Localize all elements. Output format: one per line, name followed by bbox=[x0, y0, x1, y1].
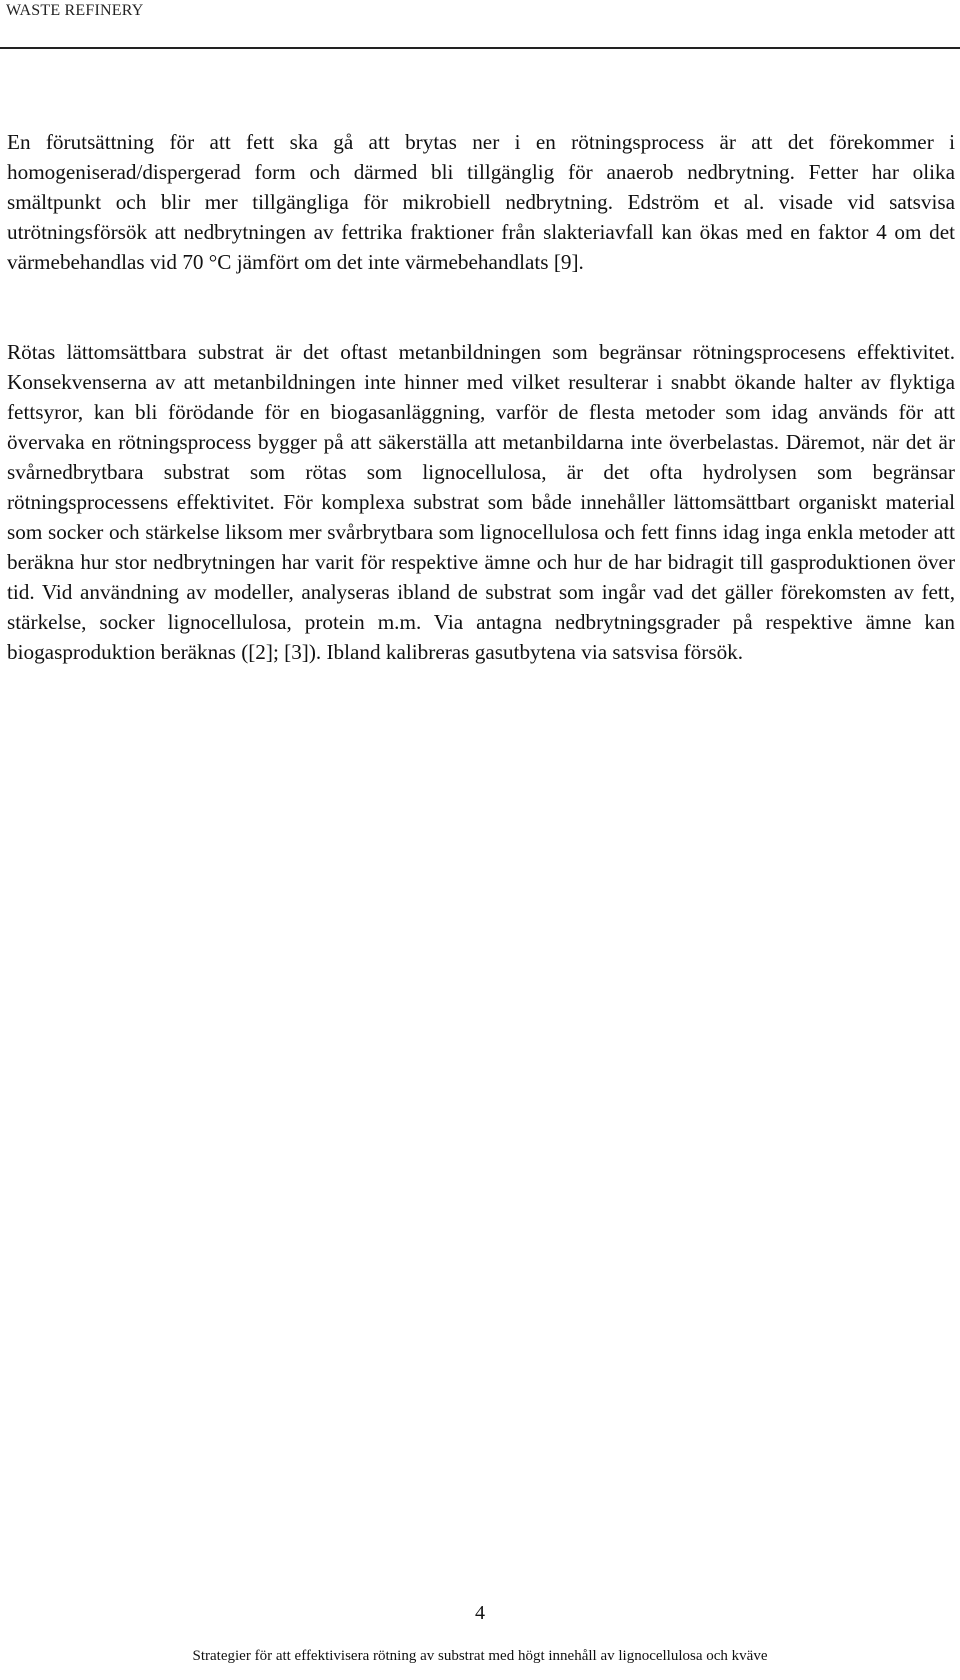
running-header-title: WASTE REFINERY bbox=[6, 2, 144, 19]
header-divider bbox=[0, 47, 960, 49]
body-paragraph-1: En förutsättning för att fett ska gå att brytas ner i en rötningsprocess är att det förekommer i homogeniserad/dispergerad form och därmed bli tillgänglig för anaerob nedbrytning. Fetter har olika smältpunkt och blir mer tillgängliga för mikrobiell nedbrytning. Edström et al. visade vid satsvisa utrötningsförsök att nedbrytningen av fettrika fraktioner från slakteriavfall kan ökas med en faktor 4 om det värmebehandlas vid 70 °C jämfört om det inte värmebehandlats [9]. bbox=[7, 130, 955, 274]
body-paragraph-2: Rötas lättomsättbara substrat är det oftast metanbildningen som begränsar rötningsprocesens effektivitet. Konsekvenserna av att metanbildningen inte hinner med vilket resulterar i snabbt ökande halter av flyktiga fettsyror, kan bli förödande för en biogasanläggning, varför de flesta metoder som idag används för att övervaka en rötningsprocess bygger på att säkerställa att metanbildarna inte överbelastas. Däremot, när det är svårnedbrytbara substrat som rötas som lignocellulosa, är det ofta hydrolysen som begränsar rötningsprocessens effektivitet. För komplexa substrat som både innehåller lättomsättbart organiskt material som socker och stärkelse liksom mer svårbrytbara som lignocellulosa och fett finns idag inga enkla metoder att beräkna hur stor nedbrytningen har varit för respektive ämne och hur de har bidragit till gasproduktionen över tid. Vid användning av modeller, analyseras ibland de substrat som ingår vad det gäller förekomsten av fett, stärkelse, socker lignocellulosa, protein m.m. Via antagna nedbrytningsgrader på respektive ämne kan biogasproduktion beräknas ([2]; [3]). Ibland kalibreras gasutbytena via satsvisa försök. bbox=[7, 340, 955, 664]
page-number: 4 bbox=[475, 1602, 485, 1624]
running-footer-title: Strategier för att effektivisera rötning av substrat med högt innehåll av lignocellulosa och kväve bbox=[192, 1648, 768, 1664]
